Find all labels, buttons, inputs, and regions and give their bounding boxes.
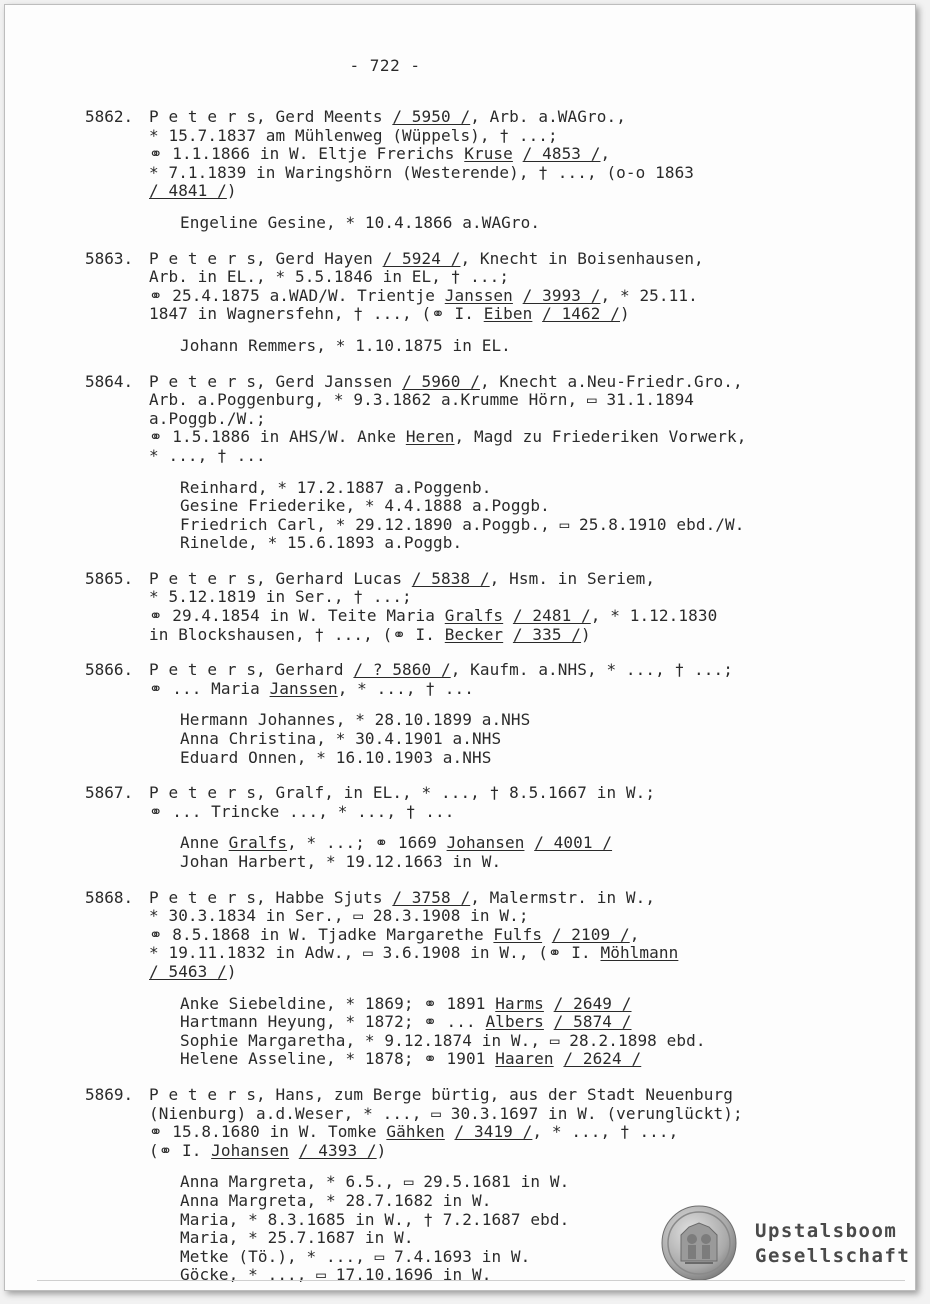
text-segment [445,1122,455,1141]
text-segment [544,994,554,1013]
text-segment: Gesine Friederike, * 4.4.1888 a.Poggb. [180,496,550,516]
child-line [180,749,805,768]
text-segment: Arb. a.Poggenburg, * 9.3.1862 a.Krumme Hörn, ▭ 31.1.1894 [149,390,695,410]
text-segment [289,1141,299,1160]
entry-line [149,108,805,127]
child-line [180,1013,805,1032]
children-list [149,479,805,553]
logo-line-1: Upstalsboom [755,1220,898,1242]
entry-line [149,588,805,607]
entry [85,661,805,767]
text-segment [544,1012,554,1031]
underlined-reference: / 2649 / [553,993,632,1013]
child-line [180,534,805,553]
children-list [149,214,805,233]
text-segment: Johann Remmers, * 1.10.1875 in EL. [180,335,511,355]
children-list [149,711,805,767]
text-segment: , * 1.12.1830 [590,606,718,626]
text-segment: * 30.3.1834 in Ser., ▭ 28.3.1908 in W.; [149,906,529,926]
text-segment: , Arb. a.WAGro., [470,107,626,126]
underlined-reference: / 5960 / [402,371,480,391]
text-segment: , * ..., † ... [337,678,474,698]
entry-line [149,127,805,146]
text-segment: * ..., † ... [149,445,266,465]
underlined-reference: / 5874 / [553,1012,632,1032]
underlined-reference: / 4393 / [298,1140,377,1160]
underlined-reference: / 2624 / [563,1049,642,1069]
seal-icon [661,1205,737,1281]
text-segment: Anna Margreta, * 28.7.1682 in W. [180,1190,492,1210]
text-segment: Helene Asseline, * 1878; ⚭ 1901 [180,1049,496,1069]
text-segment: 1847 in Wagnersfehn, † ..., (⚭ I. [149,304,484,324]
entry [85,570,805,644]
text-segment: , [629,924,640,944]
text-segment [503,606,513,625]
text-segment: P e t e r s, Gerhard [149,660,354,680]
text-segment: P e t e r s, Hans, zum Berge bürtig, aus der Stadt Neuenburg [149,1084,733,1104]
entry-line [149,164,805,183]
underlined-reference: Gähken [386,1122,445,1142]
text-segment: , * 25.11. [600,285,698,305]
entry-line [149,373,805,392]
text-segment: Metke (Tö.), * ..., ▭ 7.4.1693 in W. [180,1246,531,1266]
text-segment: ⚭ 1.5.1886 in AHS/W. Anke [149,427,406,447]
underlined-reference: Johansen [446,833,525,853]
text-segment: (⚭ I. [149,1140,212,1160]
underlined-reference: Möhlmann [600,943,679,963]
underlined-reference: Becker [444,624,504,644]
entry-line [149,250,805,269]
text-segment: ⚭ ... Maria [149,678,270,698]
text-segment: ⚭ ... Trincke ..., * ..., † ... [149,801,455,821]
text-segment: , Hsm. in Seriem, [489,568,656,588]
entry-line [149,626,805,645]
text-segment: Arb. in EL., * 5.5.1846 in EL, † ...; [149,267,510,287]
text-segment: Reinhard, * 17.2.1887 a.Poggenb. [180,477,492,497]
text-segment: Anna Margreta, * 6.5., ▭ 29.5.1681 in W. [180,1172,570,1192]
underlined-reference: Kruse [464,144,513,164]
publisher-logo [661,1205,911,1283]
entry-line [149,447,805,466]
text-segment [532,304,542,323]
entry-number: 5869. [85,1084,134,1104]
entry-line [149,907,805,926]
text-segment: Sophie Margaretha, * 9.12.1874 in W., ▭ 28.2.1898 ebd. [180,1030,706,1050]
entry-line [149,428,805,447]
entry-line [149,570,805,589]
underlined-reference: / 1462 / [542,304,620,324]
text-segment: Anna Christina, * 30.4.1901 a.NHS [180,729,502,749]
entry-line [149,1105,805,1124]
text-segment: ) [619,304,630,324]
entry [85,108,805,233]
entry-body [149,784,805,871]
text-segment: P e t e r s, Gerhard Lucas [149,568,412,588]
text-segment: , [600,144,611,164]
entry-body [149,373,805,553]
text-segment: P e t e r s, Gerd Hayen [149,248,383,268]
text-segment: a.Poggb./W.; [149,408,266,428]
text-segment: , Malermstr. in W., [470,887,656,907]
underlined-reference: Albers [485,1012,544,1032]
text-segment: , * ...; ⚭ 1669 [287,833,447,853]
text-segment: Eduard Onnen, * 16.10.1903 a.NHS [180,747,492,767]
child-line [180,497,805,516]
underlined-reference: / 2109 / [551,924,630,944]
text-segment: P e t e r s, Gerd Meents [149,107,393,126]
text-segment: Engeline Gesine, * 10.4.1866 a.WAGro. [180,212,541,232]
entry [85,784,805,871]
text-segment: , Knecht in Boisenhausen, [460,248,704,268]
underlined-reference: / 2481 / [512,606,591,626]
child-line [180,1173,805,1192]
text-segment: ⚭ 25.4.1875 a.WAD/W. Trientje [149,285,445,305]
logo-line-2: Gesellschaft [755,1245,911,1267]
underlined-reference: Fulfs [493,924,543,944]
underlined-reference: / 5924 / [382,248,461,268]
child-line [180,337,805,356]
text-segment [513,286,523,305]
text-segment: ) [226,961,237,981]
text-segment: Hartmann Heyung, * 1872; ⚭ ... [180,1012,486,1032]
children-list [149,995,805,1069]
child-line [180,853,805,872]
text-segment: ⚭ 1.1.1866 in W. Eltje Frerichs [149,144,465,164]
entry-body [149,661,805,767]
underlined-reference: / 5950 / [392,107,471,126]
underlined-reference: / 3758 / [392,887,471,907]
underlined-reference: Gralfs [444,606,504,626]
underlined-reference: / 4001 / [534,833,613,853]
text-segment: , * ..., † ..., [532,1122,679,1142]
entry-line [149,1123,805,1142]
entry-line [149,268,805,287]
underlined-reference: Janssen [444,285,513,305]
child-line [180,1050,805,1069]
text-segment: Anne [180,833,229,853]
text-segment: Anke Siebeldine, * 1869; ⚭ 1891 [180,993,496,1013]
entry-line [149,963,805,982]
text-segment: ) [376,1140,387,1160]
text-segment: P e t e r s, Gerd Janssen [149,371,403,391]
text-segment: Hermann Johannes, * 28.10.1899 a.NHS [180,710,531,730]
text-segment [513,144,523,163]
entry-line [149,889,805,908]
entry-line [149,287,805,306]
text-segment: , Knecht a.Neu-Friedr.Gro., [479,371,743,391]
underlined-reference: Janssen [269,678,338,698]
entry-number: 5867. [85,783,134,803]
entry-line [149,784,805,803]
text-segment: in Blockshausen, † ..., (⚭ I. [149,624,445,644]
underlined-reference: / 335 / [512,624,582,644]
entry-line [149,680,805,699]
entry-line [149,1142,805,1161]
text-segment [554,1049,564,1068]
child-line [180,516,805,535]
page-number: - 722 - [349,56,421,75]
text-segment: ) [581,624,591,644]
entry-line [149,1086,805,1105]
underlined-reference: / 5463 / [149,961,227,981]
text-segment: * 5.12.1819 in Ser., † ...; [149,587,412,607]
text-segment: * 15.7.1837 am Mühlenweg (Wüppels), † ...; [149,125,558,145]
entry-number: 5863. [85,248,134,268]
underlined-reference: / 5838 / [411,568,490,588]
text-segment: (Nienburg) a.d.Weser, * ..., ▭ 30.3.1697 in W. (verunglückt); [149,1103,743,1123]
text-segment: ) [226,181,237,201]
entry-line [149,803,805,822]
text-segment [542,925,552,944]
entry-number: 5866. [85,660,134,680]
entry-line [149,926,805,945]
text-segment: Friedrich Carl, * 29.12.1890 a.Poggb., ▭ 25.8.1910 ebd./W. [180,514,745,534]
child-line [180,479,805,498]
entry-body [149,570,805,644]
entry-line [149,607,805,626]
children-list [149,834,805,871]
underlined-reference: Eiben [483,304,533,324]
text-segment: P e t e r s, Habbe Sjuts [149,887,393,907]
child-line [180,834,805,853]
entry-body [149,889,805,1069]
text-segment: ⚭ 8.5.1868 in W. Tjadke Margarethe [149,924,494,944]
text-segment: ⚭ 29.4.1854 in W. Teite Maria [149,606,445,626]
text-segment: Göcke, * ..., ▭ 17.10.1696 in W. [180,1265,492,1285]
child-line [180,995,805,1014]
document-page [4,4,916,1291]
entry [85,373,805,553]
entry-line [149,391,805,410]
text-segment: P e t e r s, Gralf, in EL., * ..., † 8.5.1667 in W.; [149,783,656,803]
text-segment: , Magd zu Friederiken Vorwerk, [454,427,747,447]
entry-line [149,944,805,963]
text-segment: Maria, * 25.7.1687 in W. [180,1228,414,1248]
children-list [149,337,805,356]
text-segment: Rinelde, * 15.6.1893 a.Poggb. [180,533,463,553]
text-segment: * 7.1.1839 in Waringshörn (Westerende), † ..., (o-o 1863 [149,162,695,182]
child-line [180,214,805,233]
entry-number: 5865. [85,568,134,588]
underlined-reference: Gralfs [228,833,288,853]
text-segment [503,625,513,644]
child-line [180,730,805,749]
text-segment: * 19.11.1832 in Adw., ▭ 3.6.1908 in W., (⚭ I. [149,943,601,963]
text-segment [524,833,534,852]
entry-body [149,108,805,233]
entry-line [149,410,805,429]
underlined-reference: Heren [405,427,455,447]
underlined-reference: / 4853 / [522,144,601,164]
underlined-reference: / ? 5860 / [353,660,451,680]
underlined-reference: / 3993 / [522,285,601,305]
entry [85,250,805,356]
text-segment: , Kaufm. a.NHS, * ..., † ...; [450,660,733,680]
underlined-reference: Haaren [495,1049,554,1069]
entry-line [149,661,805,680]
underlined-reference: / 4841 / [149,181,227,201]
text-segment: Maria, * 8.3.1685 in W., † 7.2.1687 ebd. [180,1209,570,1229]
entry-body [149,250,805,356]
entry-number: 5868. [85,887,134,907]
entry-line [149,182,805,201]
child-line [180,711,805,730]
entry-line [149,305,805,324]
text-segment: ⚭ 15.8.1680 in W. Tomke [149,1122,387,1142]
underlined-reference: Harms [495,993,544,1013]
entry-number: 5864. [85,371,134,391]
entry-list [85,108,805,1302]
child-line [180,1032,805,1051]
underlined-reference: Johansen [211,1140,290,1160]
underlined-reference: / 3419 / [454,1122,533,1142]
text-segment: Johan Harbert, * 19.12.1663 in W. [180,852,502,871]
entry [85,889,805,1069]
entry-line [149,145,805,164]
entry-number: 5862. [85,107,134,126]
